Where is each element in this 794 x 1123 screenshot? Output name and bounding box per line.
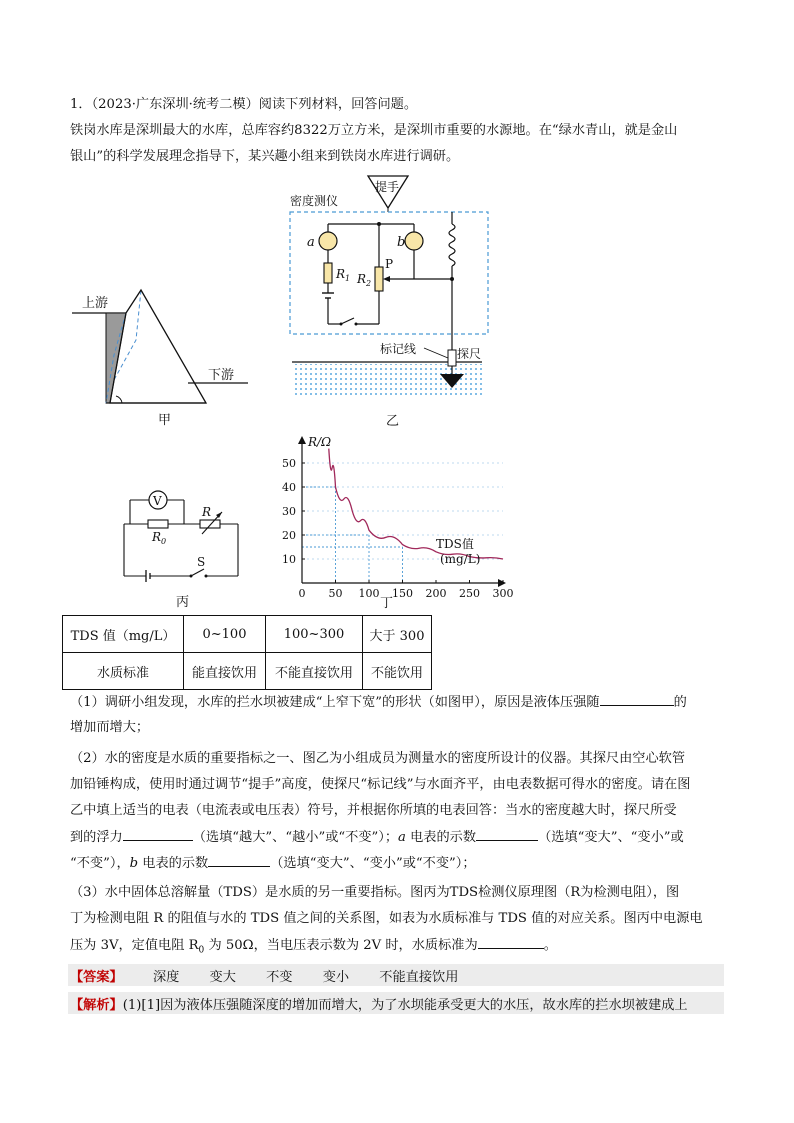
x-tick-label: 50 xyxy=(328,587,343,600)
intro-line-2: 银山”的科学发展理念指导下，某兴趣小组来到铁岗水库进行调研。 xyxy=(70,149,460,164)
answer-item: 不能直接饮用 xyxy=(379,970,459,985)
chart-xlabel-1: TDS值 xyxy=(436,537,474,551)
table-cell: 不能饮用 xyxy=(363,653,432,690)
q2-line-3: 乙中填上适当的电表（电流表或电压表）符号，并根据你所填的电表回答：当水的密度越大时，探尺所受 xyxy=(70,803,677,818)
chart-xlabel-2: (mg/L) xyxy=(440,552,481,566)
y-axis-arrow xyxy=(298,436,306,444)
meter-a-label: a xyxy=(307,235,315,250)
y-tick-label: 20 xyxy=(282,529,296,542)
meter-b-label: b xyxy=(397,235,406,250)
answer-blank[interactable] xyxy=(476,828,538,841)
table-cell: 100~300 xyxy=(266,616,363,653)
x-tick-label: 200 xyxy=(425,587,447,600)
slider-label: P xyxy=(385,257,394,271)
q2-line-2: 加铅锤构成，使用时通过调节“提手”高度，使探尺“标记线”与水面齐平，由电表数据可得水的密度。请在图 xyxy=(70,777,691,792)
answer-line xyxy=(70,966,458,985)
downstream-label: 下游 xyxy=(208,368,235,383)
question-header: 1．（2023·广东深圳·统考二模）阅读下列材料，回答问题。 xyxy=(70,97,418,112)
resistor-r0 xyxy=(148,520,168,528)
voltmeter-label: V xyxy=(153,494,162,508)
x-tick-label: 0 xyxy=(298,587,306,600)
caption-yi: 乙 xyxy=(386,414,400,429)
table-cell: 大于 300 xyxy=(363,616,432,653)
caption-jia: 甲 xyxy=(158,413,172,428)
detect-resistor-r xyxy=(200,520,220,528)
y-tick-label: 30 xyxy=(282,505,296,518)
svg-text:R2: $R_2$ xyxy=(357,272,372,288)
svg-text:R1: $R_1$ xyxy=(336,267,351,283)
switch-yi xyxy=(341,318,354,324)
answer-blank[interactable] xyxy=(123,828,193,841)
probe-label: 探尺 xyxy=(457,347,482,361)
figure-ding-chart xyxy=(276,430,514,611)
device-label: 密度测仪 xyxy=(290,194,339,208)
q2-line-1: （2）水的密度是水质的重要指标之一、图乙为小组成员为测量水的密度所设计的仪器。其探尺由空心软管 xyxy=(70,751,686,766)
answer-blank[interactable] xyxy=(208,854,270,867)
r-label: R xyxy=(202,505,212,519)
x-tick-label: 150 xyxy=(392,587,413,600)
x-tick-label: 250 xyxy=(459,587,480,600)
figure-yi-density-meter xyxy=(284,172,504,430)
q3-line-3: 压为 3V，定值电阻 $R_0$ 为 50Ω，当电压表示数为 2V 时，水质标准为 。 xyxy=(70,938,557,956)
upstream-label: 上游 xyxy=(82,296,109,311)
analysis-tag: 【解析】 xyxy=(70,998,123,1013)
y-tick-label: 10 xyxy=(282,553,296,566)
svg-text:R0: $R_0$ xyxy=(152,530,167,546)
analysis-line xyxy=(70,994,688,1013)
x-tick-label: 300 xyxy=(492,587,514,600)
table-row xyxy=(63,616,432,653)
resistor-r1 xyxy=(324,263,332,283)
answer-item: 变大 xyxy=(209,970,236,985)
tds-standard-table xyxy=(62,615,432,690)
x-tick-label: 100 xyxy=(358,587,380,600)
table-cell: 水质标准 xyxy=(63,653,184,690)
chart-ylabel: R/Ω xyxy=(308,435,332,449)
table-cell: TDS 值（mg/L） xyxy=(63,616,184,653)
figure-jia-dam xyxy=(66,280,256,430)
meter-b xyxy=(405,232,423,250)
answer-item: 深度 xyxy=(152,970,180,985)
switch-s xyxy=(191,569,204,576)
answer-blank[interactable] xyxy=(478,936,544,949)
table-row xyxy=(63,653,432,690)
q2-line-5: “不变”），b 电表的示数 （选填“变大”、“变小”或“不变”）； xyxy=(70,856,476,871)
answer-item: 变小 xyxy=(322,970,350,985)
spring xyxy=(449,224,455,266)
resistor-r2 xyxy=(375,267,383,291)
q3-line-2: 丁为检测电阻 R 的阻值与水的 TDS 值之间的关系图，如表为水质标准与 TDS 值的对应关系。图丙中电源电 xyxy=(70,911,703,926)
caption-ding: 丁 xyxy=(380,596,394,611)
y-tick-label: 50 xyxy=(282,457,296,470)
table-cell: 能直接饮用 xyxy=(184,653,266,690)
x-axis-arrow xyxy=(498,579,506,587)
switch-label: S xyxy=(197,555,206,569)
answer-tag: 【答案】 xyxy=(70,970,123,985)
q1-line-2: 增加而增大； xyxy=(70,720,150,735)
answer-blank[interactable] xyxy=(600,693,674,706)
table-cell: 不能直接饮用 xyxy=(266,653,363,690)
y-tick-label: 40 xyxy=(282,481,296,494)
handle-label: 提手 xyxy=(375,180,400,194)
mark-line-label: 标记线 xyxy=(380,342,417,356)
series-line xyxy=(329,449,503,559)
intro-line-1: 铁岗水库是深圳最大的水库，总库容约8322万立方米，是深圳市重要的水源地。在“绿水青山，就是金山 xyxy=(70,123,678,138)
q3-line-1: （3）水中固体总溶解量（TDS）是水质的另一重要指标。图丙为TDS检测仪原理图（R为检测电阻），图 xyxy=(70,885,680,900)
table-cell: 0~100 xyxy=(184,616,266,653)
analysis-text: (1)[1]因为液体压强随深度的增加而增大，为了水坝能承受更大的水压，故水库的拦水坝被建成上 xyxy=(122,998,688,1013)
meter-a xyxy=(319,232,337,250)
q2-line-4: 到的浮力 （选填“越大”、“越小”或“不变”）；a 电表的示数 （选填“变大”、“变小”或 xyxy=(70,830,684,845)
figure-bing-circuit xyxy=(118,486,248,614)
q1-line-1: （1）调研小组发现，水库的拦水坝被建成“上窄下宽”的形状（如图甲），原因是液体压强随 的 xyxy=(70,695,687,710)
caption-bing: 丙 xyxy=(176,595,190,610)
answer-item: 不变 xyxy=(266,970,293,985)
